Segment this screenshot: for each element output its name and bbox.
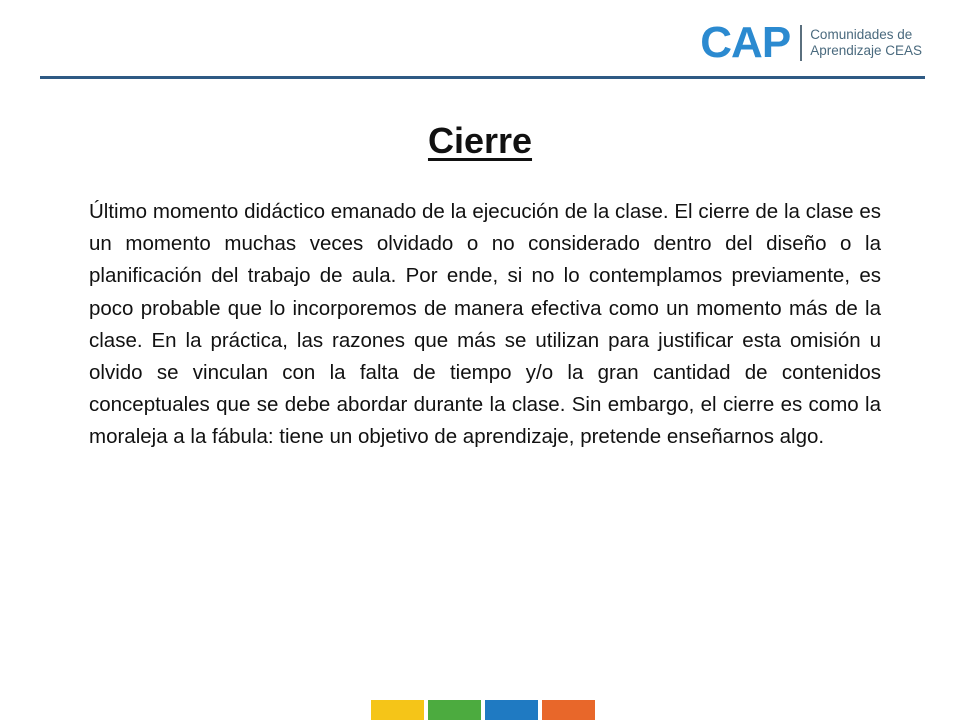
- footer-block-blue: [485, 700, 538, 720]
- logo-mark: [700, 18, 791, 67]
- logo-line-2: Aprendizaje CEAS: [810, 43, 922, 58]
- slide-paragraph: Último momento didáctico emanado de la ejecución de la clase. El cierre de la clase es un momento muchas veces olvidado o no considerado dentro del diseño o la planificación del trabajo de aula. Por ende, si no lo contemplamos previamente, es poco probable que lo incorporemos de manera efectiva como un momento más de la clase. En la práctica, las razones que más se utilizan para justificar esta omisión u olvido se vinculan con la falta de tiempo y/o la gran cantidad de contenidos conceptuales que se debe abordar durante la clase. Sin embargo, el cierre es como la moraleja a la fábula: tiene un objetivo de aprendizaje, pretende enseñarnos algo.: [89, 200, 881, 449]
- logo-letter-c: C: [700, 18, 732, 67]
- header-rule: [40, 76, 925, 79]
- footer-color-blocks: [371, 700, 595, 720]
- logo-letter-p: P: [761, 18, 791, 67]
- logo-line-1: Comunidades de: [810, 27, 913, 42]
- logo-letter-a: A: [731, 18, 762, 67]
- footer-block-yellow: [371, 700, 424, 720]
- cap-logo: [700, 18, 922, 68]
- slide-title: Cierre: [427, 120, 533, 161]
- logo-text: [810, 27, 922, 59]
- logo-divider: [800, 25, 802, 61]
- footer-block-green: [428, 700, 481, 720]
- footer-block-orange: [542, 700, 595, 720]
